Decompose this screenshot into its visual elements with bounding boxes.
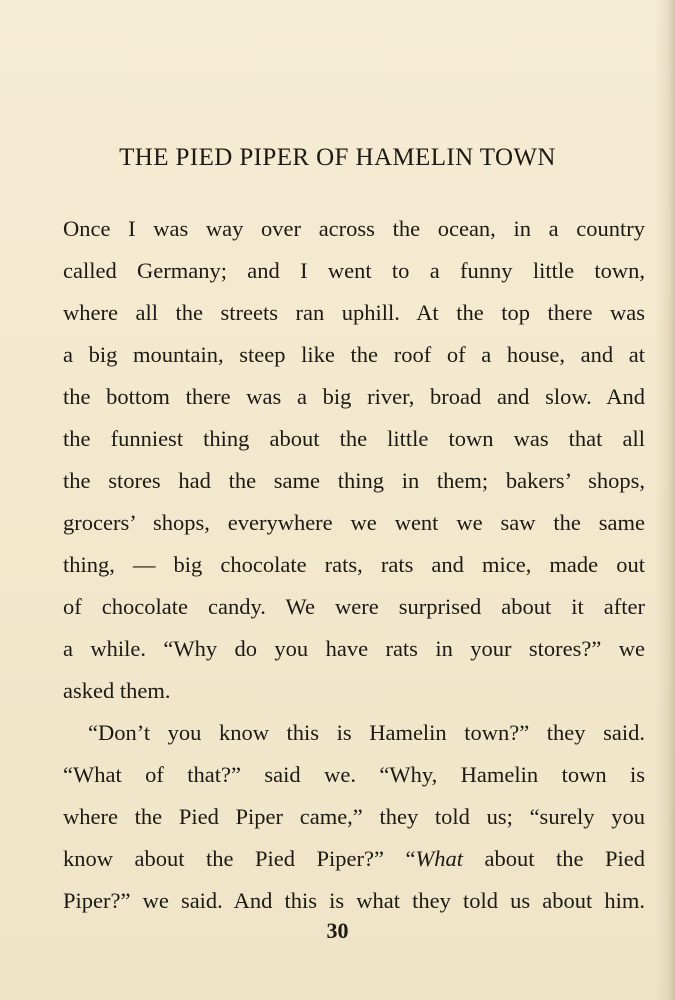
- text-line: where all the streets ran uphill. At the top there was: [63, 300, 645, 325]
- text-line: a big mountain, steep like the roof of a house, and at: [63, 342, 645, 367]
- text-line: the bottom there was a big river, broad and slow. And: [63, 384, 645, 409]
- text-segment: about the Pied: [484, 846, 646, 871]
- text-line: thing, — big chocolate rats, rats and mice, made out: [63, 552, 645, 577]
- text-line: “What of that?” said we. “Why, Hamelin town is: [63, 762, 645, 787]
- text-segment: know about the Pied Piper?”: [63, 846, 384, 871]
- text-line: asked them.: [63, 678, 171, 703]
- text-line: Once I was way over across the ocean, in a country: [63, 216, 645, 241]
- text-line: called Germany; and I went to a funny little town,: [63, 258, 645, 283]
- text-line: the funniest thing about the little town was that all: [63, 426, 645, 451]
- text-line: the stores had the same thing in them; bakers’ shops,: [63, 468, 645, 493]
- text-line-mixed: [63, 838, 645, 880]
- italic-word: What: [415, 846, 463, 871]
- text-line: a while. “Why do you have rats in your stores?” we: [63, 636, 645, 661]
- chapter-title: THE PIED PIPER OF HAMELIN TOWN: [119, 144, 556, 171]
- open-quote: “: [405, 846, 416, 871]
- page-number: 30: [326, 918, 349, 943]
- text-line: grocers’ shops, everywhere we went we saw the same: [63, 510, 645, 535]
- text-line: of chocolate candy. We were surprised about it after: [63, 594, 645, 619]
- text-line: where the Pied Piper came,” they told us; “surely you: [63, 804, 645, 829]
- text-line: Piper?” we said. And this is what they told us about him.: [63, 888, 645, 913]
- text-line: “Don’t you know this is Hamelin town?” they said.: [88, 720, 645, 745]
